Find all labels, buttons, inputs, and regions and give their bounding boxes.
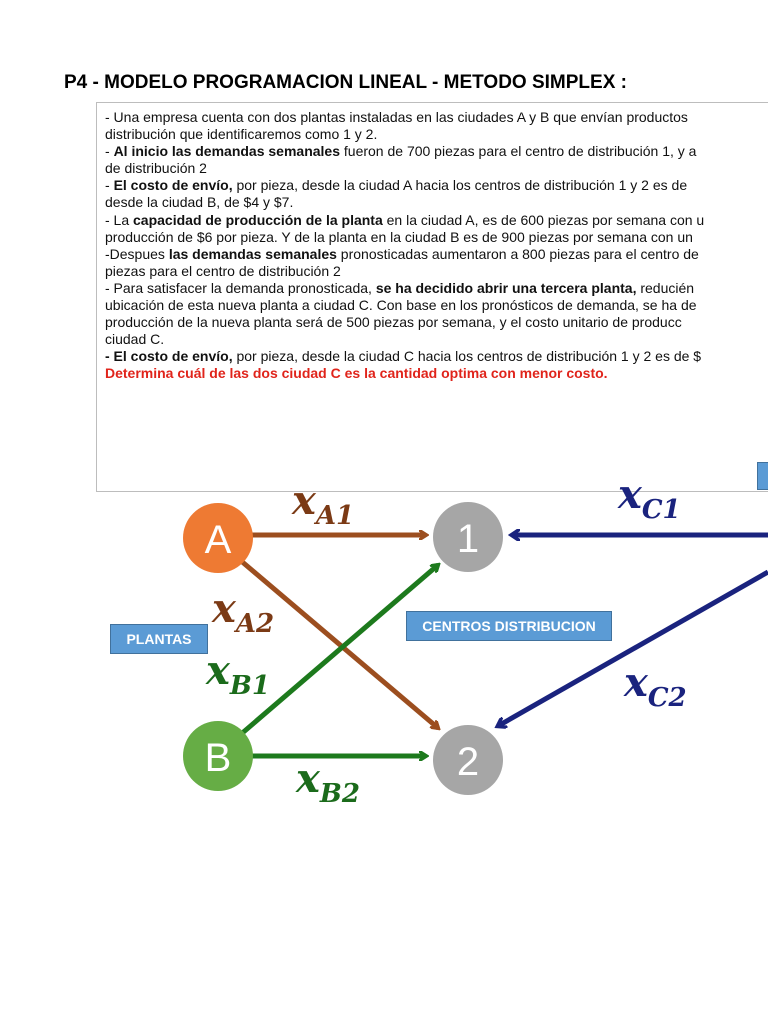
node-a: [183, 503, 253, 573]
bold-segment: se ha decidido abrir una tercera planta,: [375, 279, 637, 296]
text-segment: - Una empresa cuenta con dos plantas instaladas en las ciudades A y B que envían productos: [105, 109, 688, 125]
text-segment: - La: [105, 211, 134, 228]
text-segment: piezas para el centro de distribución 2: [105, 262, 341, 279]
text-segment: fueron de 700 piezas para el centro de distribución 1, y a: [340, 143, 697, 160]
variable-xa1-label: xA1: [292, 477, 355, 531]
text-segment: -: [105, 143, 114, 160]
node-2-label: 2: [456, 740, 480, 784]
text-segment: por pieza, desde la ciudad A hacia los centros de distribución 1 y 2 es de: [232, 177, 688, 194]
text-segment: ubicación de esta nueva planta a ciudad C. Con base en los pronósticos de demanda, se ha de: [105, 297, 697, 314]
text-segment: pronosticadas aumentaron a 800 piezas para el centro de: [336, 245, 699, 262]
text-segment: desde la ciudad B, de $4 y $7.: [105, 194, 294, 211]
centros-distribucion-label: CENTROS DISTRIBUCION: [406, 611, 612, 641]
node-2: [433, 725, 503, 795]
variable-xb2-label: xB2: [296, 755, 360, 809]
variable-xc2-label: xC2: [624, 659, 687, 713]
text-segment: ciudad C.: [105, 331, 165, 348]
bold-segment: las demandas semanales: [168, 245, 337, 262]
text-segment: producción de $6 por pieza. Y de la planta en la ciudad B es de 900 piezas por semana con un: [105, 228, 693, 245]
text-segment: -: [105, 177, 114, 194]
text-segment: por pieza, desde la ciudad C hacia los centros de distribución 1 y 2 es de $: [232, 348, 702, 365]
text-segment: en la ciudad A, es de 600 piezas por semana con u: [382, 211, 705, 228]
node-1: [433, 502, 503, 572]
text-segment: de distribución 2: [105, 160, 207, 177]
variable-xc1-label: xC1: [618, 471, 681, 525]
node-b: [183, 721, 253, 791]
bold-segment: - El costo de envío,: [105, 348, 233, 365]
variable-xa2-label: xA2: [212, 585, 275, 639]
edge-a-2: [240, 560, 438, 728]
node-a-label: A: [204, 518, 232, 562]
page-title: P4 - MODELO PROGRAMACION LINEAL - METODO SIMPLEX :: [64, 72, 627, 93]
text-segment: -Despues: [105, 245, 169, 262]
text-segment: producción de la nueva planta será de 500 piezas por semana, y el costo unitario de producc: [105, 314, 682, 331]
text-segment: - Para satisfacer la demanda pronosticada,: [105, 279, 376, 296]
question-text: Determina cuál de las dos ciudad C es la cantidad optima con menor costo.: [105, 365, 608, 382]
bold-segment: El costo de envío,: [113, 177, 233, 194]
plantas-label: PLANTAS: [110, 624, 208, 654]
node-b-label: B: [204, 736, 232, 780]
bold-segment: capacidad de producción de la planta: [133, 211, 383, 228]
text-segment: distribución que identificaremos como 1 y 2.: [105, 126, 378, 143]
edge-b-1: [240, 565, 438, 735]
bold-segment: Al inicio las demandas semanales: [113, 143, 340, 160]
text-segment: reducién: [636, 279, 695, 296]
node-1-label: 1: [456, 517, 480, 561]
variable-xb1-label: xB1: [206, 647, 270, 701]
